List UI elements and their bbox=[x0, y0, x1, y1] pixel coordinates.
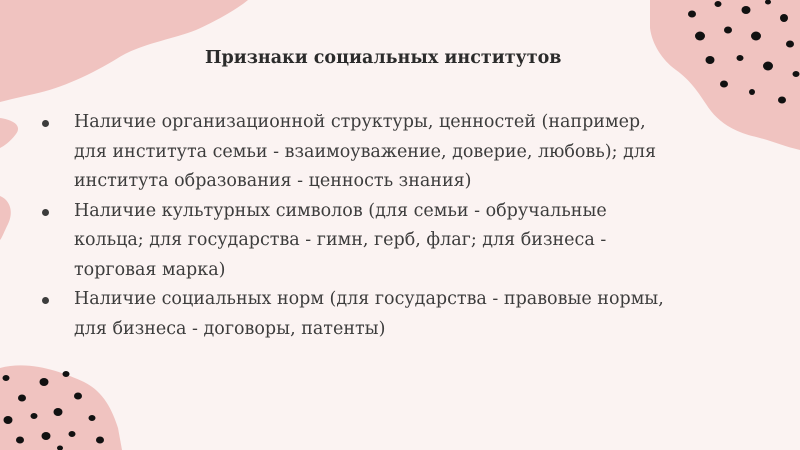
pink-stroke-left-upper bbox=[0, 118, 18, 148]
bullet-item bbox=[38, 197, 758, 286]
bullet-line: Наличие организационной структуры, ценностей (например, bbox=[74, 112, 646, 132]
bullet-line: кольца; для государства - гимн, герб, флаг; для бизнеса - bbox=[74, 230, 607, 250]
bullet-dot-icon bbox=[42, 297, 49, 304]
bullet-line: торговая марка) bbox=[74, 259, 226, 280]
bullet-line: Наличие социальных норм (для государства - правовые нормы, bbox=[74, 289, 664, 309]
bullet-line: Наличие культурных символов (для семьи - обручальные bbox=[74, 200, 607, 221]
slide-title: Признаки социальных институтов bbox=[205, 48, 562, 68]
bullet-line: для института семьи - взаимоуважение, доверие, любовь); для bbox=[74, 141, 657, 162]
bullet-line: для бизнеса - договоры, патенты) bbox=[74, 318, 386, 339]
pink-stroke-left-middle bbox=[0, 196, 11, 240]
bullet-dot-icon bbox=[42, 209, 49, 216]
bullet-list bbox=[38, 108, 758, 344]
bullet-dot-icon bbox=[42, 120, 49, 127]
bullet-line: института образования - ценность знания) bbox=[74, 171, 472, 191]
bullet-item bbox=[38, 108, 758, 197]
bullet-item bbox=[38, 285, 758, 344]
